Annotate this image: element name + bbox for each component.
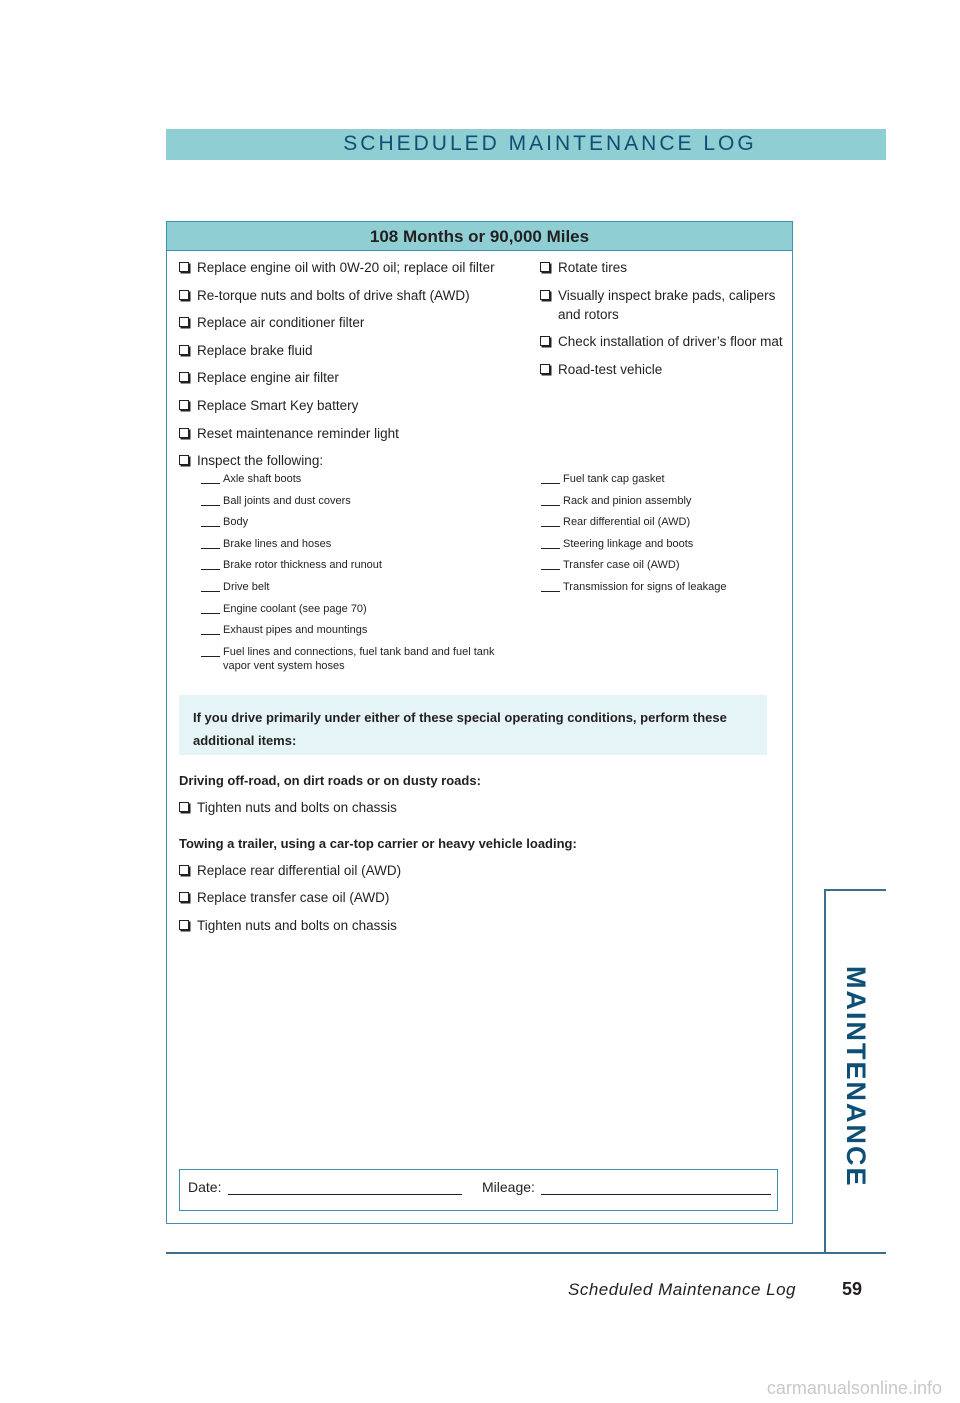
checklist-item-label: Reset maintenance reminder light — [197, 425, 399, 441]
checkbox-icon[interactable] — [179, 345, 189, 355]
checkbox-icon[interactable] — [179, 262, 189, 272]
checklist-item-label: Replace rear differential oil (AWD) — [197, 862, 402, 878]
checklist-item-label: Rotate tires — [558, 260, 628, 275]
service-record — [179, 1169, 778, 1211]
date-label: Date: — [188, 1179, 222, 1195]
checkbox-icon[interactable] — [179, 372, 189, 382]
checklist-item[interactable] — [179, 396, 509, 415]
checkbox-icon[interactable] — [540, 336, 550, 346]
inspection-item[interactable]: Transmission for signs of leakage — [541, 580, 781, 594]
checklist-item-label: Road-test vehicle — [558, 361, 663, 377]
checkbox-icon[interactable] — [179, 400, 189, 410]
left-checklist — [179, 258, 509, 479]
condition-heading: Towing a trailer, using a car-top carrier or heavy vehicle loading: — [179, 835, 577, 851]
inspection-item[interactable]: Rear differential oil (AWD) — [541, 515, 781, 529]
footer-section-title: Scheduled Maintenance Log — [568, 1280, 796, 1299]
mileage-label: Mileage: — [482, 1179, 535, 1195]
checkbox-icon[interactable] — [179, 865, 189, 875]
mileage-field[interactable] — [541, 1194, 771, 1195]
inspection-item[interactable]: Steering linkage and boots — [541, 537, 781, 551]
checkbox-icon[interactable] — [540, 290, 550, 300]
checkbox-icon[interactable] — [179, 920, 189, 930]
inspection-list-right — [541, 472, 781, 602]
checkbox-icon[interactable] — [179, 317, 189, 327]
checklist-item-label: Inspect the following: — [197, 453, 324, 469]
section-tab — [824, 889, 886, 1253]
header-band — [166, 129, 886, 160]
condition-heading: Driving off-road, on dirt roads or on dusty roads: — [179, 773, 481, 788]
checklist-item[interactable] — [179, 341, 509, 360]
checklist-item[interactable] — [179, 798, 769, 817]
checklist-item-label: Visually inspect brake pads, calipers and rotors — [558, 287, 776, 322]
inspection-item[interactable]: Fuel tank cap gasket — [541, 472, 781, 486]
inspection-item[interactable]: Transfer case oil (AWD) — [541, 558, 781, 572]
checklist-item-label: Replace Smart Key battery — [197, 397, 359, 413]
date-field[interactable] — [228, 1194, 462, 1195]
interval-title: 108 Months or 90,000 Miles — [167, 222, 792, 251]
checklist-item-label: Replace transfer case oil (AWD) — [197, 890, 390, 906]
checklist-item-label: Tighten nuts and bolts on chassis — [197, 800, 397, 815]
page-title: SCHEDULED MAINTENANCE LOG — [343, 132, 757, 155]
checklist-item[interactable] — [179, 313, 509, 332]
checklist-item[interactable] — [540, 286, 785, 324]
inspection-item[interactable]: Ball joints and dust covers — [201, 494, 501, 508]
checkbox-icon[interactable] — [179, 892, 189, 902]
checklist-item-label: Check installation of driver’s floor mat — [558, 334, 783, 350]
inspection-list-left — [201, 472, 501, 673]
inspection-item[interactable]: Axle shaft boots — [201, 472, 501, 486]
checklist-item[interactable] — [179, 368, 509, 387]
checklist-item[interactable] — [179, 888, 769, 907]
checkbox-icon[interactable] — [179, 428, 189, 438]
checklist-item[interactable] — [179, 286, 509, 305]
checkbox-icon[interactable] — [179, 802, 189, 812]
inspection-item[interactable]: Engine coolant (see page 70) — [201, 602, 501, 616]
special-conditions — [179, 771, 769, 943]
checklist-item-label: Replace air conditioner filter — [197, 315, 365, 331]
checkbox-icon[interactable] — [540, 262, 550, 272]
checklist-item-label: Tighten nuts and bolts on chassis — [197, 917, 397, 933]
checklist-item[interactable] — [179, 258, 509, 277]
right-checklist — [540, 258, 785, 387]
inspection-item[interactable]: Brake lines and hoses — [201, 537, 501, 551]
section-tab-label: MAINTENANCE — [841, 966, 871, 1188]
checkbox-icon[interactable] — [540, 364, 550, 374]
inspection-item[interactable]: Brake rotor thickness and runout — [201, 558, 501, 572]
footer-divider — [166, 1252, 886, 1254]
maintenance-log-box — [166, 221, 793, 1224]
inspection-item[interactable]: Fuel lines and connections, fuel tank band and fuel tank vapor vent system hoses — [201, 645, 501, 673]
checklist-item[interactable] — [540, 332, 785, 351]
checkbox-icon[interactable] — [179, 455, 189, 465]
checklist-item[interactable] — [179, 424, 509, 443]
inspection-item[interactable]: Drive belt — [201, 580, 501, 594]
inspection-item[interactable]: Exhaust pipes and mountings — [201, 623, 501, 637]
inspection-item[interactable]: Body — [201, 515, 501, 529]
special-conditions-note: If you drive primarily under either of these special operating conditions, perform these additional items: — [179, 695, 767, 755]
checklist-item[interactable] — [179, 451, 509, 470]
checklist-item[interactable] — [540, 258, 785, 277]
page-number: 59 — [841, 1279, 862, 1299]
checklist-item[interactable] — [179, 861, 769, 880]
checkbox-icon[interactable] — [179, 290, 189, 300]
inspection-item[interactable]: Rack and pinion assembly — [541, 494, 781, 508]
watermark: carmanualsonline.info — [766, 1378, 942, 1398]
checklist-item-label: Replace brake fluid — [197, 342, 313, 358]
checklist-item[interactable] — [540, 360, 785, 379]
checklist-item-label: Replace engine air filter — [197, 370, 339, 386]
checklist-item-label: Replace engine oil with 0W-20 oil; replace oil filter — [197, 260, 495, 275]
checklist-item[interactable] — [179, 916, 769, 935]
checklist-item-label: Re-torque nuts and bolts of drive shaft (AWD) — [197, 287, 470, 303]
